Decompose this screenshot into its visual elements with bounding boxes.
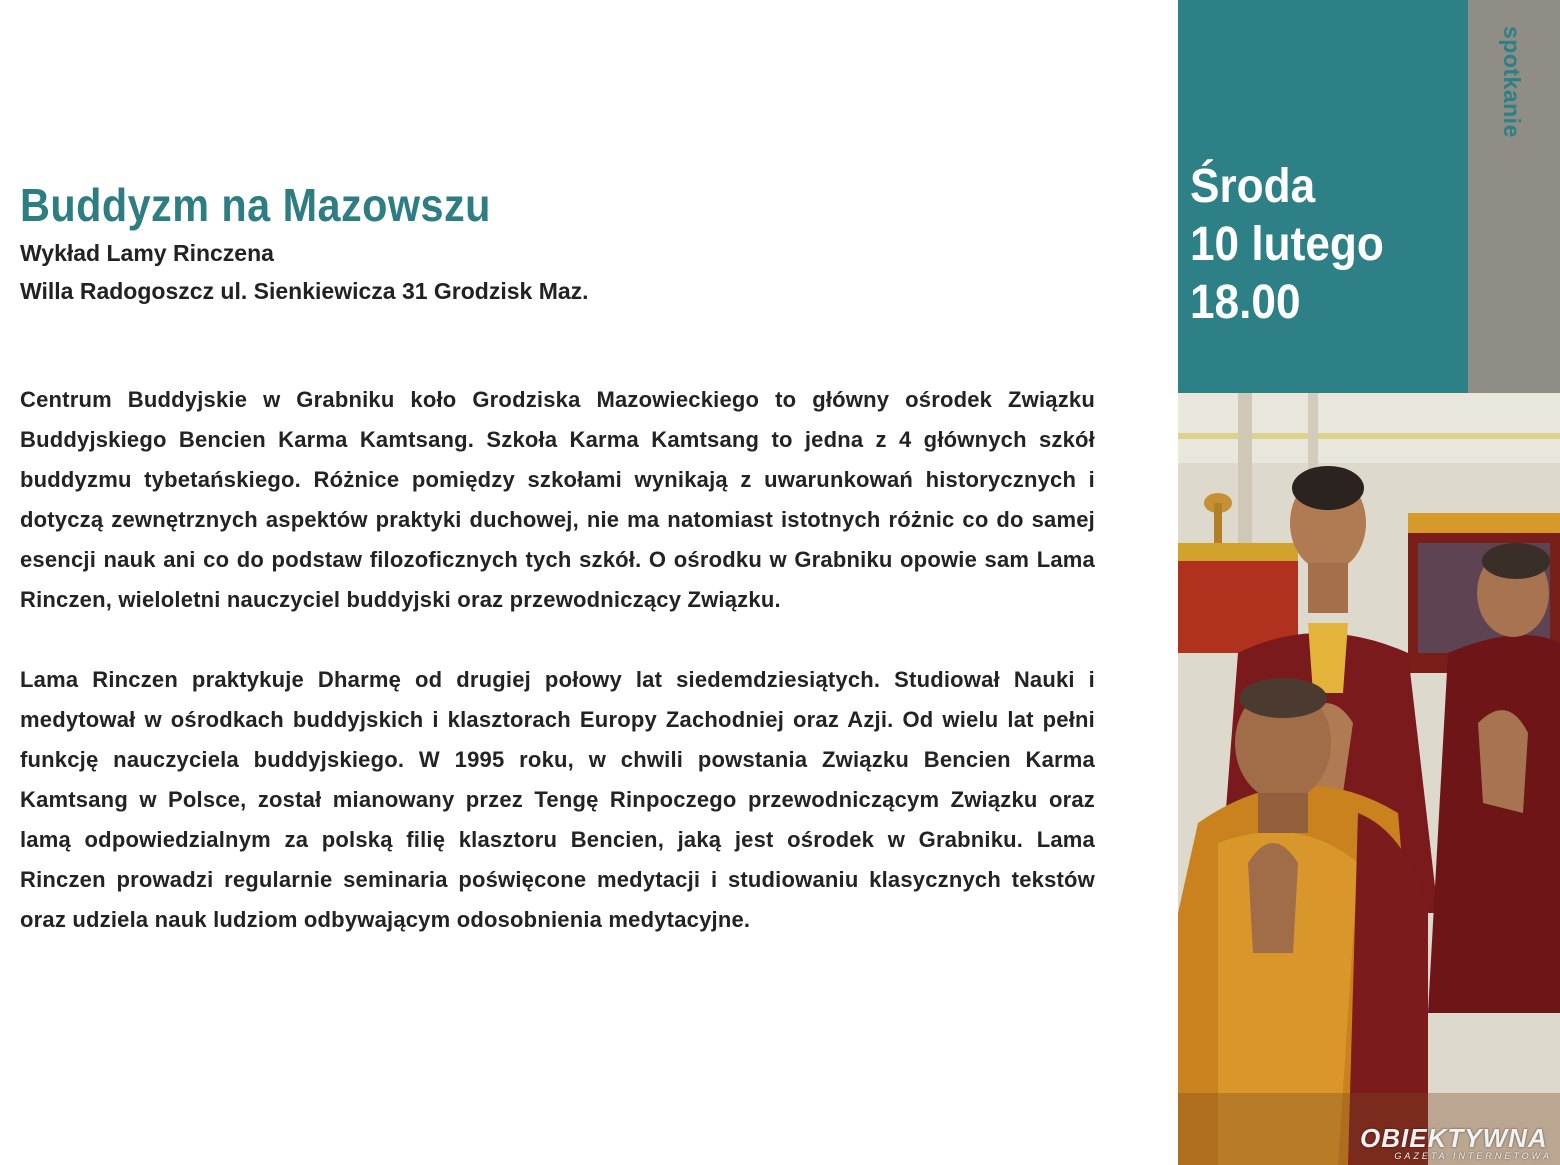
article-title: Buddyzm na Mazowszu [20, 179, 491, 231]
event-date: 10 lutego [1190, 218, 1384, 271]
article-subtitle: Wykład Lamy Rinczena [20, 240, 274, 266]
monks-illustration [1178, 393, 1560, 1165]
article [20, 176, 1095, 940]
watermark-main: OBIEKTYWNA [1360, 1123, 1548, 1153]
event-day: Środa [1190, 160, 1316, 213]
watermark-sub: GAZETA INTERNETOWA [1394, 1151, 1552, 1161]
article-paragraph-1: Centrum Buddyjskie w Grabniku koło Grodziska Mazowieckiego to główny ośrodek Związku Buddyjskiego Bencien Karma Kamtsang. Szkoła Karma Kamtsang to jedna z 4 głównych szkół buddyzmu tybetańskiego. Różnice pomiędzy szkołami wynikają z uwarunkowań historycznych i dotyczą zewnętrznych aspektów praktyki duchowej, nie ma natomiast istotnych różnic co do samej esencji nauk ani co do podstaw filozoficznych tych szkół. O ośrodku w Grabniku opowie sam Lama Rinczen, wieloletni nauczyciel buddyjski oraz przewodniczący Związku. [20, 387, 1095, 612]
article-paragraph-2: Lama Rinczen praktykuje Dharmę od drugiej połowy lat siedemdziesiątych. Studiował Nauki i medytował w ośrodkach buddyjskich i klasztorach Europy Zachodniej oraz Azji. Od wielu lat pełni funkcję nauczyciela buddyjskiego. W 1995 roku, w chwili powstania Związku Bencien Karma Kamtsang w Polsce, został mianowany przez Tengę Rinpoczego przewodniczącym Związku oraz lamą odpowiedzialnym za polską filię klasztoru Bencien, jaką jest ośrodek w Grabniku. Lama Rinczen prowadzi regularnie seminaria poświęcone medytacji i studiowaniu klasycznych tekstów oraz udziela nauk ludziom odbywającym odosobnienia medytacyjne. [20, 667, 1095, 932]
praying-monks-photo [1178, 393, 1560, 1165]
venue-address: Willa Radogoszcz ul. Sienkiewicza 31 Grodzisk Maz. [20, 278, 589, 304]
category-label: spotkanie [1499, 26, 1525, 138]
site-watermark [1360, 1125, 1556, 1161]
event-time: 18.00 [1190, 276, 1301, 329]
event-datetime [1190, 158, 1460, 332]
